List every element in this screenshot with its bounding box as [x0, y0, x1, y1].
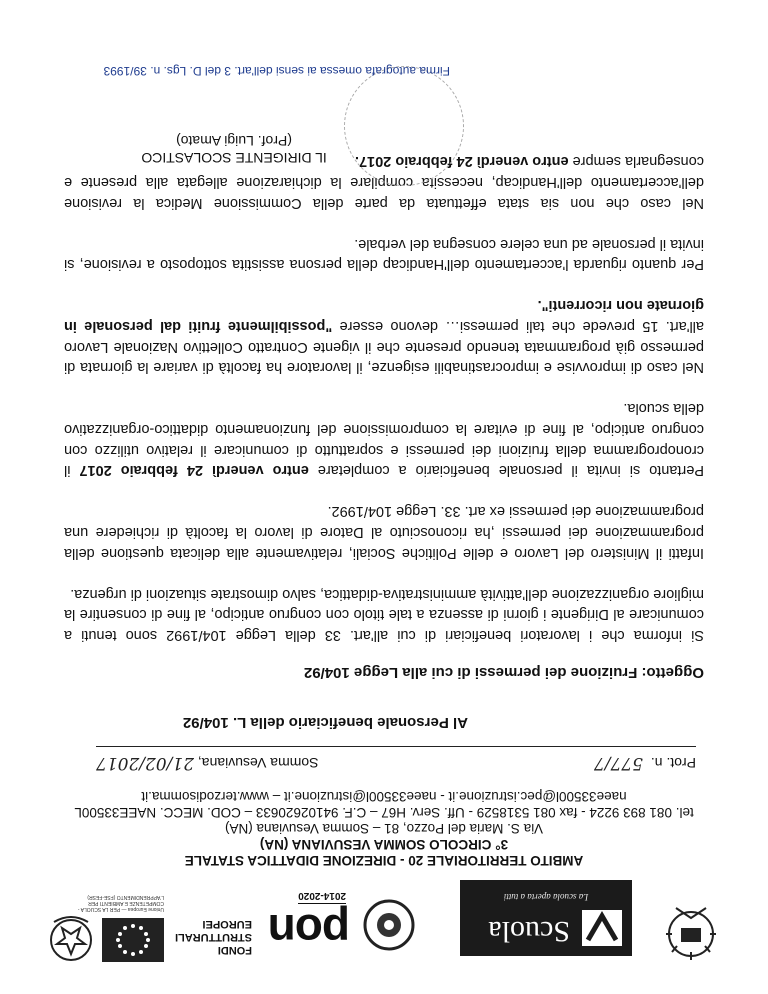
fondi-line: STRUTTURALI: [175, 931, 252, 943]
eu-caption: Unione Europea — PER LA SCUOLA - COMPETENZE E AMBIENTI PER L'APPRENDIMENTO (FSE-FESR): [77, 894, 164, 912]
paragraph: [64, 233, 704, 274]
signature-title: IL DIRIGENTE SCOLASTICO: [141, 150, 327, 166]
institution-line: Via S. Maria del Pozzo, 81 – Somma Vesuviana (NA): [225, 821, 543, 836]
paragraph: [64, 501, 704, 563]
place-label: Somma Vesuviana,: [197, 755, 319, 771]
paragraph-text: Infatti il Ministero del Lavoro e delle Politiche Sociali, relativamente alla delicata questione della programmazione dei permessi ,ha riconosciuto al Datore di lavoro la facoltà di richiedere una programmazione dei permessi ex art. 33. Legge 104/1992.: [64, 503, 704, 561]
emblem-icon: [662, 898, 720, 964]
institution-line: AMBITO TERRITORIALE 20 - DIREZIONE DIDATTICA STATALE: [184, 853, 584, 868]
fondi-line: EUROPEI: [202, 918, 252, 930]
signature-name: (Prof. Luigi Amato): [176, 133, 292, 149]
paragraph-text: Nel caso di improvvise e improcrastinabili esigenze, il lavoratore ha facoltà di variare la giornata di permesso già programmata tenendo presente che il vigente Contratto Collettivo Nazionale Lavoro all'art. 15 prevede che tali permessi… devono essere: [64, 318, 704, 376]
protocol-number: [594, 753, 696, 773]
scuola-word: Scuola: [488, 915, 570, 948]
subject-line: Oggetto: Fruizione dei permessi di cui alla Legge 104/92: [303, 664, 704, 681]
paragraph: [64, 295, 704, 377]
paragraph-text: il cronoprogramma della fruizioni dei permessi e soprattutto di comunicare il relativo utilizzo con congruo anticipo, al fine di evitare la compromissione del funzionamento didattico-organizzativo della scuola.: [64, 400, 704, 479]
paragraph: [64, 583, 704, 645]
institution-line: tel. 081 893 9224 - fax 081 5318529 - Uff. Serv. H67 – C.F. 94102620633 – COD. MECC. NAEE33500L: [74, 805, 694, 820]
paragraph: [64, 398, 704, 480]
scuola-logo: [460, 880, 632, 956]
emphasis-text: entro venerdì 24 febbraio 2017: [79, 462, 309, 479]
republic-emblem-icon: [48, 912, 94, 964]
paragraph-text: Si informa che i lavoratori beneficiari di cui all'art. 33 della Legge 104/1992 sono tenuti a comunicare al Dirigente i giorni di assenza a tale titolo con congruo anticipo, al fine di consentire la migliore organizzazione dell'attività amministrativa-didattica, salvo dimostrate situazioni di urgenza.: [64, 585, 704, 643]
addressee: Al Personale beneficiario della L. 104/92: [182, 714, 468, 731]
fondi-label: [172, 917, 252, 956]
fondi-line: FONDI: [217, 944, 252, 956]
stamp-icon: [344, 66, 464, 186]
protocol-line: [96, 746, 696, 779]
place-date: [96, 753, 319, 773]
autograph-footnote: Firma autografa omessa ai sensi dell'art. 3 del D. Lgs. n. 39/1993: [103, 64, 450, 78]
institution-header: [40, 788, 728, 868]
paragraph-text: Pertanto si invita il personale beneficiario a completare: [308, 462, 704, 479]
header-logos: [48, 874, 720, 974]
protocol-handwritten: 577/7: [593, 753, 643, 773]
letter-body: [64, 130, 704, 645]
institution-line: 3° CIRCOLO SOMMA VESUVIANA (NA): [259, 837, 509, 852]
emphasis-text: "possibilmente fruiti dal personale in giornate non ricorrenti".: [64, 297, 704, 335]
pon-word: pon: [268, 905, 350, 957]
pon-years: 2014-2020: [298, 890, 346, 904]
date-handwritten: 21/02/2017: [96, 753, 194, 773]
pon-logo: [175, 880, 420, 964]
institution-line: naee33500l@pec.istruzione.it - naee33500l@istruzione.it – www.terzodisomma.it: [141, 789, 627, 804]
eu-flag-icon: [102, 918, 164, 962]
scuola-mark-icon: [582, 910, 622, 946]
paragraph-text: Nel caso che non sia stata effettuata da parte della Commissione Medica la revisione dell'accertamento dell'Handicap, necessita compilare la dichiarazione allegata alla presente e consegnarla sempre: [64, 153, 704, 211]
paragraph-text: Per quanto riguarda l'accertamento dell'Handicap della persona assistita sottoposto a revisione, si invita il personale ad una celere consegna del verbale.: [64, 235, 704, 273]
protocol-label: Prot. n.: [650, 755, 696, 771]
signature-block: [74, 132, 394, 166]
emphasis-text: entro venerdì 24 febbraio 2017.: [355, 153, 569, 170]
seal-icon: [358, 894, 420, 956]
scuola-tagline: La scuola aperta a tutti: [503, 892, 589, 902]
